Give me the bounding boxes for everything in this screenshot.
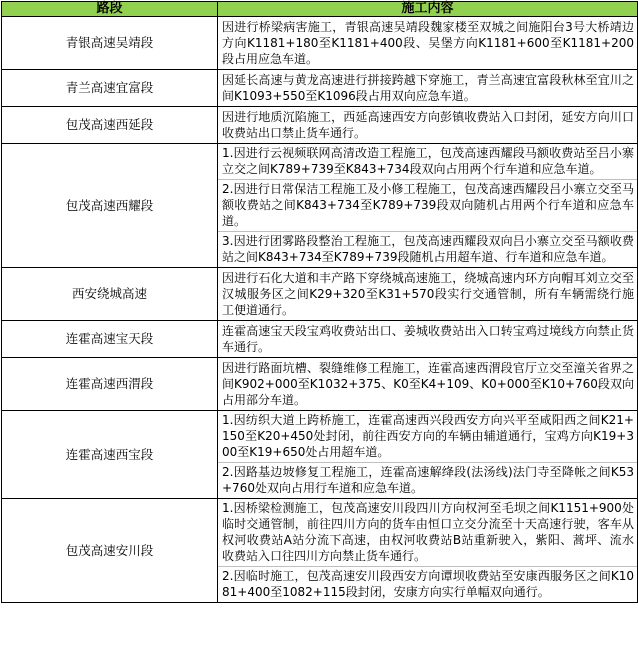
table-row	[2, 321, 638, 358]
table-row	[2, 499, 638, 603]
table-row	[2, 144, 638, 268]
content-item: 因进行地质沉陷施工，西延高速西安方向彭镇收费站入口封闭，延安方向川口收费站出口禁止货车通行。	[222, 110, 634, 140]
content-item: 因进行桥梁病害施工，青银高速吴靖段魏家楼至双城之间施阳台3号大桥靖边方向K1181+180至K1181+400段、吴堡方向K1181+600至K1181+200段占用应急车道。	[222, 20, 634, 66]
road-name: 西安绕城高速	[2, 268, 218, 321]
content-cell	[218, 268, 638, 321]
content-item: 2.因路基边坡修复工程施工，连霍高速解绛段(法汤线)法门寺至降帐之间K53+760处双向占用行车道和应急车道。	[218, 462, 637, 498]
content-item: 因进行石化大道和丰产路下穿绕城高速施工，绕城高速内环方向帽耳刘立交至汉城服务区之间K29+320至K31+570段实行交通管制，所有车辆需绕行施工便道通行。	[222, 271, 634, 317]
content-item: 连霍高速宝天段宝鸡收费站出口、姜城收费站出入口转宝鸡过境线方向禁止货车通行。	[222, 324, 634, 354]
header-road: 路段	[2, 2, 218, 17]
road-name: 连霍高速西宝段	[2, 411, 218, 499]
road-name: 包茂高速安川段	[2, 499, 218, 603]
content-cell	[218, 70, 638, 107]
content-cell	[218, 144, 638, 268]
table-row	[2, 411, 638, 499]
header-row	[2, 2, 638, 17]
road-name: 连霍高速宝天段	[2, 321, 218, 358]
content-cell	[218, 17, 638, 70]
table-row	[2, 107, 638, 144]
road-name: 包茂高速西延段	[2, 107, 218, 144]
content-item: 1.因桥梁检测施工，包茂高速安川段四川方向权河至毛坝之间K1151+900处临时交通管制，前往四川方向的货车由恒口立交分流至十天高速行驶，客车从权河收费站A站分流下高速，由权河收费站B站重新驶入，紫阳、蒿坪、流水收费站入口往四川方向禁止货车通行。	[222, 501, 634, 563]
content-cell	[218, 499, 638, 603]
content-cell	[218, 358, 638, 411]
content-cell	[218, 321, 638, 358]
header-content: 施工内容	[218, 2, 638, 17]
road-name: 青银高速吴靖段	[2, 17, 218, 70]
content-item: 3.因进行团雾路段整治工程施工，包茂高速西耀段双向吕小寨立交至马额收费站之间K843+734至K789+739段随机占用超车道、行车道和应急车道。	[218, 231, 637, 267]
table-row	[2, 358, 638, 411]
road-name: 青兰高速宜富段	[2, 70, 218, 107]
content-item: 2.因临时施工，包茂高速安川段西安方向谭坝收费站至安康西服务区之间K1081+400至1082+115段封闭，安康方向实行单幅双向通行。	[218, 566, 637, 602]
content-item: 因延长高速与黄龙高速进行拼接跨越下穿施工，青兰高速宜富段秋林至宜川之间K1093+550至K1096段占用双向应急车道。	[222, 73, 634, 103]
content-cell	[218, 411, 638, 499]
road-name: 包茂高速西耀段	[2, 144, 218, 268]
table-row	[2, 17, 638, 70]
construction-table	[1, 1, 638, 603]
table-row	[2, 268, 638, 321]
content-cell	[218, 107, 638, 144]
road-name: 连霍高速西渭段	[2, 358, 218, 411]
content-item: 因进行路面坑槽、裂缝维修工程施工，连霍高速西渭段官厅立交至潼关省界之间K902+000至K1032+375、K0至K4+109、K0+000至K10+760段双向占用部分车道。	[222, 361, 634, 407]
content-item: 2.因进行日常保洁工程施工及小修工程施工，包茂高速西耀段吕小寨立交至马额收费站之间K843+734至K789+739段双向随机占用两个行车道和应急车道。	[218, 179, 637, 231]
table-row	[2, 70, 638, 107]
content-item: 1.因进行云视频联网高清改造工程施工，包茂高速西耀段马额收费站至吕小寨立交之间K789+739至K843+734段双向占用两个行车道和应急车道。	[222, 146, 634, 176]
content-item: 1.因纺织大道上跨桥施工，连霍高速西兴段西安方向兴平至咸阳西之间K21+150至K20+450处封闭，前往西安方向的车辆由辅道通行，宝鸡方向K19+300至K19+650处占用超车道。	[222, 413, 634, 459]
